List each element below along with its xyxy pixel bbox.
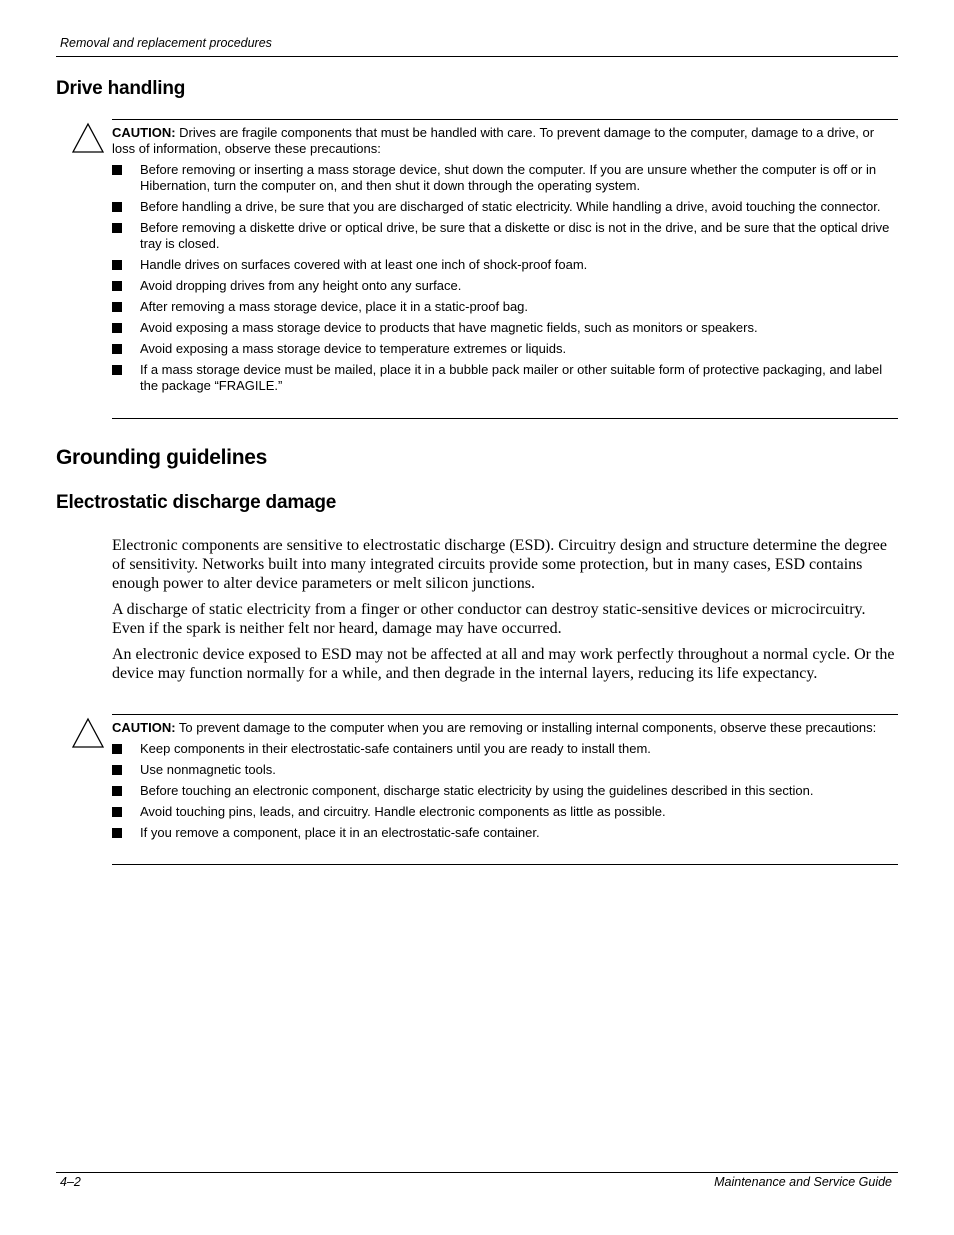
drive-caution-text (112, 125, 898, 157)
square-bullet-icon (112, 344, 122, 354)
list-item: After removing a mass storage device, place it in a static-proof bag. (112, 299, 898, 315)
list-item: If you remove a component, place it in an electrostatic-safe container. (112, 825, 898, 841)
caution-label: CAUTION: (112, 125, 176, 140)
square-bullet-icon (112, 744, 122, 754)
drive-caution-box (112, 119, 898, 419)
square-bullet-icon (112, 807, 122, 817)
esd-paragraph-1: Electronic components are sensitive to electrostatic discharge (ESD). Circuitry design and structure determine the degree of sensitivity. Networks built into many integrated circuits provide some protection, but in many cases, ESD contains enough power to alter device parameters or melt silicon junctions. (112, 537, 887, 592)
square-bullet-icon (112, 281, 122, 291)
list-item: Avoid touching pins, leads, and circuitry. Handle electronic components as little as possible. (112, 804, 898, 820)
esd-paragraph-3: An electronic device exposed to ESD may not be affected at all and may work perfectly throughout a normal cycle. Or the device may function normally for a while, and then degrade in the internal layers, reducing its life expectancy. (112, 646, 895, 682)
square-bullet-icon (112, 165, 122, 175)
square-bullet-icon (112, 828, 122, 838)
square-bullet-icon (112, 260, 122, 270)
square-bullet-icon (112, 765, 122, 775)
list-item: Avoid exposing a mass storage device to products that have magnetic fields, such as monitors or speakers. (112, 320, 898, 336)
list-item: Before handling a drive, be sure that you are discharged of static electricity. While handling a drive, avoid touching the connector. (112, 199, 898, 215)
esd-caution-text (112, 720, 898, 736)
esd-precautions-list (112, 741, 898, 841)
square-bullet-icon (112, 202, 122, 212)
caution-triangle-icon (71, 122, 105, 154)
square-bullet-icon (112, 302, 122, 312)
caution-label: CAUTION: (112, 720, 176, 735)
list-item: If a mass storage device must be mailed, place it in a bubble pack mailer or other suitable form of protective packaging, and label the package “FRAGILE.” (112, 362, 898, 394)
esd-heading: Electrostatic discharge damage (56, 492, 337, 513)
grounding-guidelines-heading: Grounding guidelines (56, 446, 267, 469)
list-item: Before removing or inserting a mass storage device, shut down the computer. If you are unsure whether the computer is off or in Hibernation, turn the computer on, and then shut it down through the operating system. (112, 162, 898, 194)
list-item: Use nonmagnetic tools. (112, 762, 898, 778)
list-item: Avoid dropping drives from any height onto any surface. (112, 278, 898, 294)
caution-intro: Drives are fragile components that must be handled with care. To prevent damage to the computer, damage to a drive, or loss of information, observe these precautions: (112, 125, 875, 156)
list-item: Before removing a diskette drive or optical drive, be sure that a diskette or disc is not in the drive, and be sure that the optical drive tray is closed. (112, 220, 898, 252)
square-bullet-icon (112, 223, 122, 233)
footer-rule (56, 1172, 898, 1173)
running-header: Removal and replacement procedures (60, 36, 272, 50)
guide-title: Maintenance and Service Guide (714, 1175, 892, 1189)
drive-handling-heading: Drive handling (56, 78, 186, 99)
esd-paragraph-2: A discharge of static electricity from a finger or other conductor can destroy static-sensitive devices or microcircuitry. Even if the spark is neither felt nor heard, damage may have occurred. (112, 601, 866, 637)
header-rule (56, 56, 898, 57)
esd-caution-box (112, 714, 898, 865)
list-item: Avoid exposing a mass storage device to temperature extremes or liquids. (112, 341, 898, 357)
page-number: 4–2 (60, 1175, 81, 1189)
caution-intro: To prevent damage to the computer when you are removing or installing internal components, observe these precautions: (175, 720, 877, 735)
caution-triangle-icon (71, 717, 105, 749)
drive-precautions-list (112, 162, 898, 394)
list-item: Handle drives on surfaces covered with at least one inch of shock-proof foam. (112, 257, 898, 273)
square-bullet-icon (112, 323, 122, 333)
square-bullet-icon (112, 786, 122, 796)
list-item: Before touching an electronic component, discharge static electricity by using the guidelines described in this section. (112, 783, 898, 799)
list-item: Keep components in their electrostatic-safe containers until you are ready to install them. (112, 741, 898, 757)
square-bullet-icon (112, 365, 122, 375)
